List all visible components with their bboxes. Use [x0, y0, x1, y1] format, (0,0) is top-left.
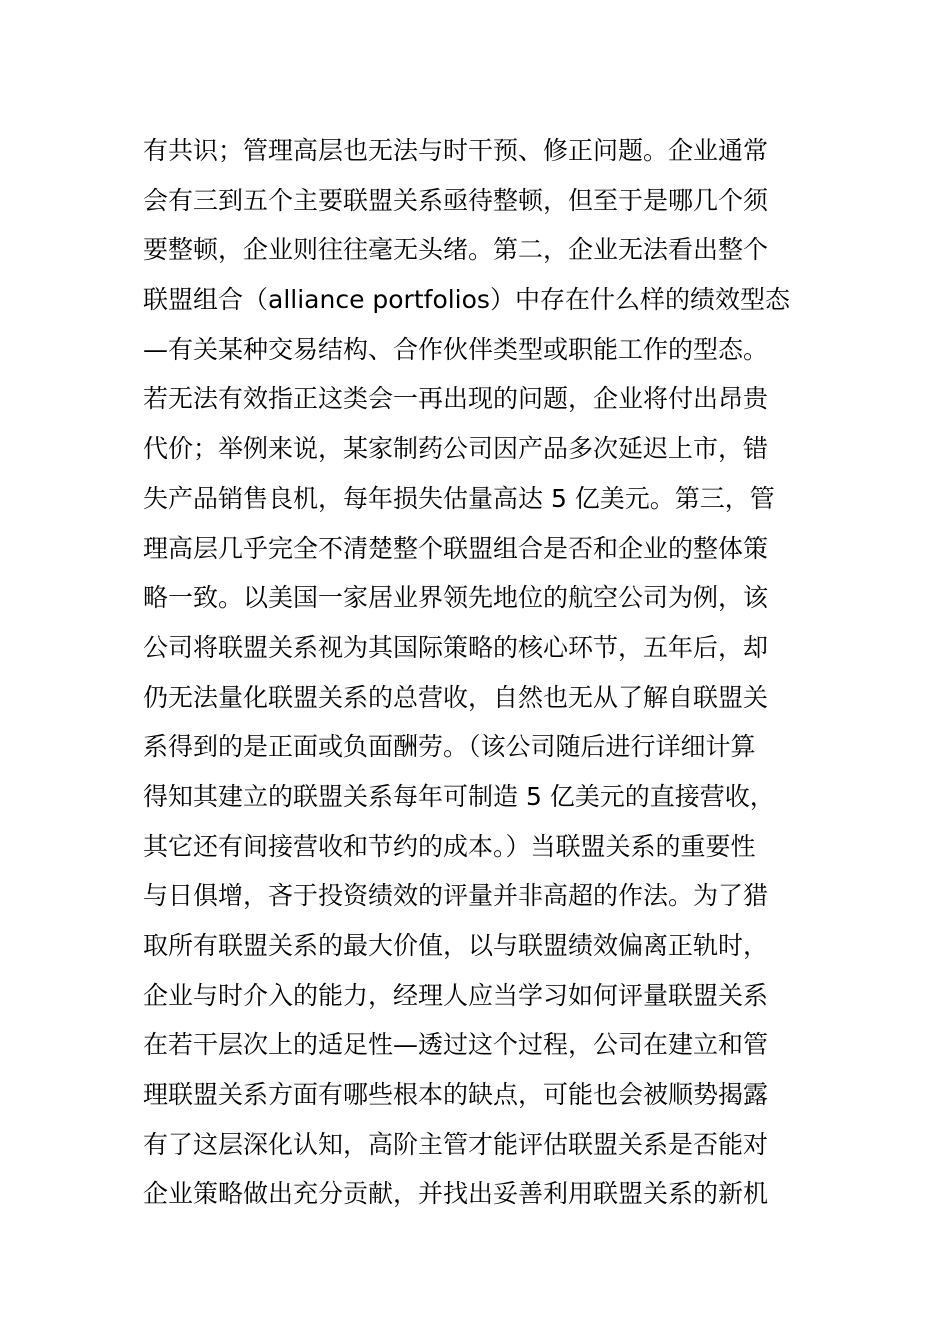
text-line: 有了这层深化认知，高阶主管才能评估联盟关系是否能对: [143, 1129, 769, 1159]
text-line: 在若干层次上的适足性—透过这个过程，公司在建立和管: [143, 1030, 769, 1060]
text-line: 有共识；管理高层也无法与时干预、修正问题。企业通常: [143, 136, 769, 165]
text-line: 代价；举例来说，某家制药公司因产品多次延迟上市，错: [143, 434, 769, 464]
text-line: 联盟组合（alliance portfolios）中存在什么样的绩效型态: [143, 285, 790, 315]
text-line: 与日俱增，吝于投资绩效的评量并非高超的作法。为了猎: [143, 881, 769, 911]
text-line: 理联盟关系方面有哪些根本的缺点，可能也会被顺势揭露: [143, 1080, 769, 1110]
text-line: 仍无法量化联盟关系的总营收，自然也无从了解自联盟关: [143, 682, 769, 712]
text-line: 企业策略做出充分贡献，并找出妥善利用联盟关系的新机: [143, 1179, 769, 1209]
text-line: 若无法有效指正这类会一再出现的问题，企业将付出昂贵: [143, 384, 769, 414]
text-line: —有关某种交易结构、合作伙伴类型或职能工作的型态。: [143, 334, 769, 364]
text-line: 会有三到五个主要联盟关系亟待整顿，但至于是哪几个须: [143, 185, 769, 215]
text-line: 略一致。以美国一家居业界领先地位的航空公司为例，该: [143, 583, 769, 613]
text-line: 公司将联盟关系视为其国际策略的核心环节，五年后，却: [143, 632, 769, 662]
text-line: 理高层几乎完全不清楚整个联盟组合是否和企业的整体策: [143, 533, 769, 563]
text-line: 取所有联盟关系的最大价值，以与联盟绩效偏离正轨时，: [143, 931, 769, 960]
text-line: 要整顿，企业则往往毫无头绪。第二，企业无法看出整个: [143, 235, 769, 265]
text-line: 得知其建立的联盟关系每年可制造 5 亿美元的直接营收，: [143, 781, 775, 811]
body-text: [143, 126, 815, 1219]
text-line: 企业与时介入的能力，经理人应当学习如何评量联盟关系: [143, 980, 769, 1010]
text-line: 系得到的是正面或负面酬劳。（该公司随后进行详细计算: [143, 732, 756, 762]
text-line: 失产品销售良机，每年损失估量高达 5 亿美元。第三，管: [143, 483, 775, 513]
text-line: 其它还有间接营收和节约的成本。）当联盟关系的重要性: [143, 831, 756, 861]
